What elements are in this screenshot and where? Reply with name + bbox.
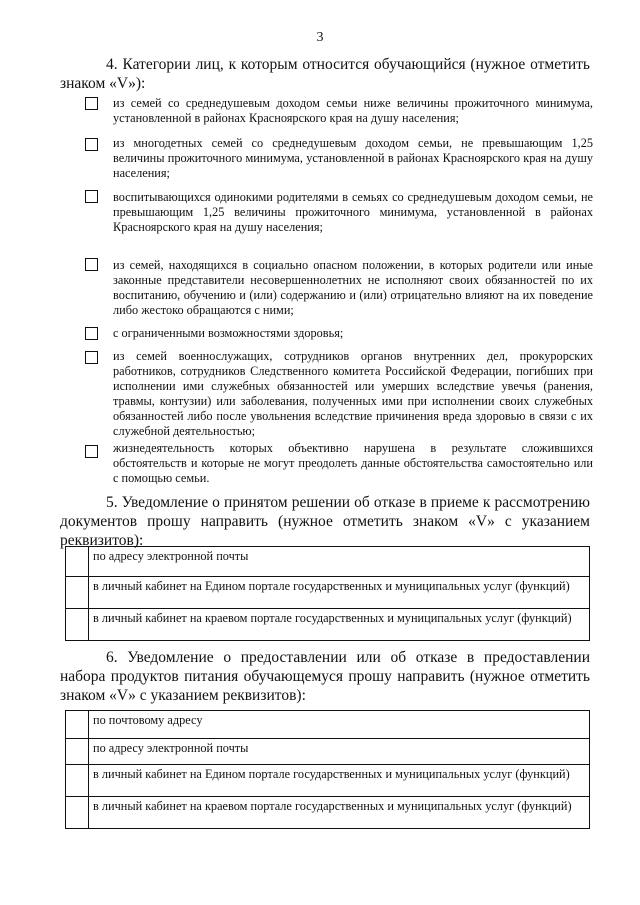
section-6-heading: 6. Уведомление о предоставлении или об отказе в предоставлении набора продуктов питания обучающемуся прошу направить (нужное отметить знаком «V» с указанием реквизитов):	[60, 649, 590, 704]
category-checkbox[interactable]	[85, 351, 98, 364]
section-6-options-table	[65, 710, 590, 829]
option-mark-cell[interactable]	[66, 797, 89, 829]
option-mark-cell[interactable]	[66, 765, 89, 797]
category-checkbox[interactable]	[85, 445, 98, 458]
option-label: по адресу электронной почты	[89, 739, 590, 765]
category-checkbox[interactable]	[85, 138, 98, 151]
category-text: из семей, находящихся в социально опасном положении, в которых родители или иные законные представители несовершеннолетних не исполняют своих обязанностей по их воспитанию, обучению и (или) содержанию и (или) отрицательно влияют на их поведение либо жестоко обращаются с ними;	[113, 258, 593, 317]
category-checkbox[interactable]	[85, 97, 98, 110]
page-number: 3	[316, 30, 324, 45]
option-label: в личный кабинет на краевом портале государственных и муниципальных услуг (функций)	[89, 797, 590, 829]
section-4-heading: 4. Категории лиц, к которым относится обучающийся (нужное отметить знаком «V»):	[60, 56, 590, 92]
table-row	[66, 765, 590, 797]
category-text: воспитывающихся одинокими родителями в семьях со среднедушевым доходом семьи, не превышающим 1,25 величины прожиточного минимума, установленной в районах Красноярского края на душу населения;	[113, 190, 593, 234]
section-5-heading: 5. Уведомление о принятом решении об отказе в приеме к рассмотрению документов прошу направить (нужное отметить знаком «V» с указанием реквизитов):	[60, 494, 590, 549]
category-checkbox[interactable]	[85, 190, 98, 203]
option-label: в личный кабинет на краевом портале государственных и муниципальных услуг (функций)	[89, 609, 590, 641]
category-text: из многодетных семей со среднедушевым доходом семьи, не превышающим 1,25 величины прожиточного минимума, установленной в районах Красноярского края на душу населения;	[113, 136, 593, 180]
table-row	[66, 711, 590, 739]
table-row	[66, 797, 590, 829]
category-text: из семей со среднедушевым доходом семьи ниже величины прожиточного минимума, установленной в районах Красноярского края на душу населения;	[113, 96, 593, 125]
option-label: по почтовому адресу	[89, 711, 590, 739]
option-mark-cell[interactable]	[66, 609, 89, 641]
option-mark-cell[interactable]	[66, 577, 89, 609]
option-label: по адресу электронной почты	[89, 547, 590, 577]
category-text: с ограниченными возможностями здоровья;	[113, 326, 344, 340]
table-row	[66, 609, 590, 641]
category-checkbox[interactable]	[85, 327, 98, 340]
category-checkbox[interactable]	[85, 258, 98, 271]
category-text: из семей военнослужащих, сотрудников органов внутренних дел, прокурорских работников, сотрудников Следственного комитета Российской Федерации, погибших при исполнении ими служебных обязанностей или умерших вследствие увечья (ранения, травмы, контузии) или заболевания, полученных ими при исполнении своих служебных обязанностей либо после увольнения вследствие причинения вреда здоровью в связи с их служебной деятельностью;	[113, 349, 593, 438]
table-row	[66, 739, 590, 765]
option-mark-cell[interactable]	[66, 739, 89, 765]
option-label: в личный кабинет на Едином портале государственных и муниципальных услуг (функций)	[89, 577, 590, 609]
option-label: в личный кабинет на Едином портале государственных и муниципальных услуг (функций)	[89, 765, 590, 797]
option-mark-cell[interactable]	[66, 547, 89, 577]
category-text: жизнедеятельность которых объективно нарушена в результате сложившихся обстоятельств и которые не могут преодолеть данные обстоятельства самостоятельно или с помощью семьи.	[113, 441, 593, 485]
table-row	[66, 577, 590, 609]
table-row	[66, 547, 590, 577]
option-mark-cell[interactable]	[66, 711, 89, 739]
section-5-options-table	[65, 546, 590, 641]
